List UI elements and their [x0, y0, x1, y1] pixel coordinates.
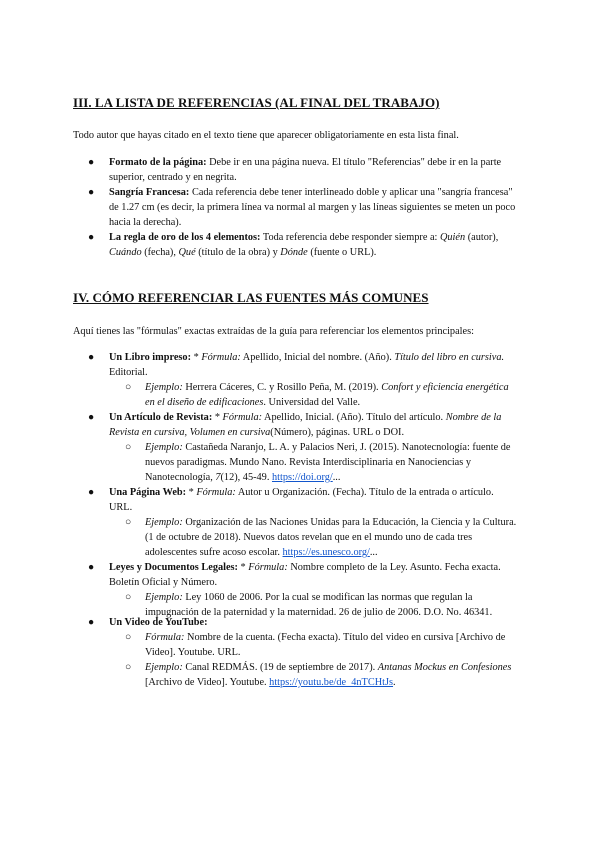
bullet-icon: ● [88, 617, 95, 628]
circle-bullet-icon: ○ [125, 382, 132, 393]
circle-bullet-icon: ○ [125, 442, 132, 453]
youtube-link[interactable]: https://youtu.be/de_4nTCHtJs [269, 677, 394, 688]
bullet-icon: ● [88, 187, 95, 198]
sub-item-libro-ejemplo: ○ Ejemplo: Herrera Cáceres, C. y Rosillo Peña, M. (2019). Confort y eficiencia energética en el diseño de edificaciones. Universidad del Valle. [125, 382, 509, 408]
bullet-icon: ● [88, 157, 95, 168]
sub-item-youtube-formula: ○ Fórmula: Nombre de la cuenta. (Fecha exacta). Título del video en cursiva [Archivo de Video]. Youtube. URL. [125, 632, 506, 658]
sub-item-youtube-ejemplo: ○ Ejemplo: Canal REDMÁS. (19 de septiembre de 2017). Antanas Mockus en Confesiones [Archivo de Video]. Youtube. https://youtu.be/de_4nTCHtJs. [125, 662, 512, 688]
section-iii-heading: III. LA LISTA DE REFERENCIAS (AL FINAL DEL TRABAJO) [73, 95, 440, 110]
doi-link[interactable]: https://doi.org/ [271, 472, 333, 483]
bullet-icon: ● [88, 487, 95, 498]
circle-bullet-icon: ○ [125, 517, 132, 528]
list-item-youtube: ● Un Video de YouTube: [88, 617, 208, 628]
list-item-sangria: ● Sangría Francesa: Cada referencia debe tener interlineado doble y aplicar una "sangría francesa" de 1.27 cm (es decir, la primera línea va normal al margen y las líneas siguientes se meten un poco hacia la derecha). [88, 187, 516, 228]
sub-item-articulo-ejemplo: ○ Ejemplo: Castañeda Naranjo, L. A. y Palacios Neri, J. (2015). Nanotecnología: fuente de nuevos paradigmas. Mundo Nano. Revista Interdisciplinaria en Nanociencias y Nanotecnología, 7(12), 45-49. https://doi.org/... [125, 442, 511, 483]
list-item-articulo: ● Un Artículo de Revista: * Fórmula: Apellido, Inicial. (Año). Título del artículo. Nombre de la Revista en cursiva, Volumen en cursiva(Número), páginas. URL o DOI. [88, 412, 502, 438]
section-iv-heading: IV. CÓMO REFERENCIAR LAS FUENTES MÁS COMUNES [73, 290, 429, 305]
unesco-link[interactable]: https://es.unesco.org/ [282, 547, 370, 558]
bullet-icon: ● [88, 562, 95, 573]
bullet-icon: ● [88, 232, 95, 243]
sub-item-web-ejemplo: ○ Ejemplo: Organización de las Naciones Unidas para la Educación, la Ciencia y la Cultura. (1 de octubre de 2018). Nuevos datos revelan que en el mundo uno de cada tres adolescentes sufre acoso escolar. https://es.unesco.org/... [125, 517, 517, 558]
circle-bullet-icon: ○ [125, 662, 132, 673]
list-item-pagina-web: ● Una Página Web: * Fórmula: Autor u Organización. (Fecha). Título de la entrada o artículo. URL. [88, 487, 494, 513]
bullet-icon: ● [88, 412, 95, 423]
bullet-icon: ● [88, 352, 95, 363]
section-iv-intro: Aquí tienes las "fórmulas" exactas extraídas de la guía para referenciar los elementos principales: [73, 326, 474, 337]
list-item-formato: ● Formato de la página: Debe ir en una página nueva. El título "Referencias" debe ir en la parte superior, centrado y en negrita. [88, 157, 502, 183]
list-item-leyes: ● Leyes y Documentos Legales: * Fórmula: Nombre completo de la Ley. Asunto. Fecha exacta. Boletín Oficial y Número. [88, 562, 501, 588]
section-iii-intro: Todo autor que hayas citado en el texto tiene que aparecer obligatoriamente en esta lista final. [73, 130, 459, 141]
circle-bullet-icon: ○ [125, 632, 132, 643]
list-item-libro: ● Un Libro impreso: * Fórmula: Apellido, Inicial del nombre. (Año). Título del libro en cursiva. Editorial. [88, 352, 505, 378]
list-item-regla-de-oro: ● La regla de oro de los 4 elementos: Toda referencia debe responder siempre a: Quién (autor), Cuándo (fecha), Qué (título de la obra) y Dónde (fuente o URL). [88, 232, 499, 258]
circle-bullet-icon: ○ [125, 592, 132, 603]
sub-item-leyes-ejemplo: ○ Ejemplo: Ley 1060 de 2006. Por la cual se modifican las normas que regulan la impugnación de la paternidad y la maternidad. 26 de julio de 2006. D.O. No. 46341. [125, 592, 493, 618]
